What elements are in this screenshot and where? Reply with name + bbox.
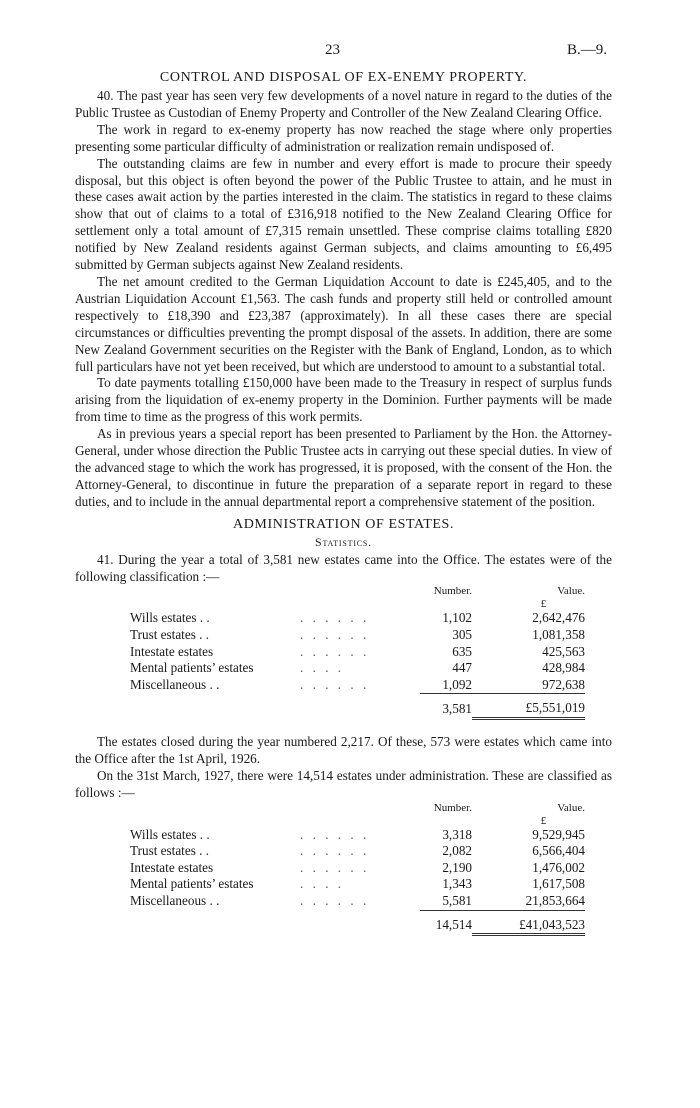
total-number: 14,514 (420, 910, 472, 935)
table-row: Intestate estates . . . . . . 2,190 1,476,002 (130, 859, 585, 875)
table-row: Mental patients’ estates . . . . 1,343 1,617,508 (130, 876, 585, 892)
section-title-ex-enemy-property: CONTROL AND DISPOSAL OF EX-ENEMY PROPERTY. (159, 70, 528, 85)
table-row: Intestate estates . . . . . . 635 425,563 (130, 643, 585, 659)
column-header-number: Number. (433, 801, 472, 814)
currency-symbol: £ (540, 598, 547, 611)
table-row: Miscellaneous . . . . . . . . 5,581 21,853,664 (130, 893, 585, 909)
section-title-administration: ADMINISTRATION OF ESTATES. (233, 516, 454, 532)
table-row: Wills estates . . . . . . . . 3,318 9,529,945 (130, 826, 585, 842)
page-header (75, 42, 612, 64)
paragraph: The outstanding claims are few in number and every effort is made to procure their speedy disposal, but this object is often beyond the power of the Public Trustee to attain, and he must in these cases await action by the parties interested in the claim. The statistics in regard to these claims show that out of claims to a total of £316,918 notified to the New Zealand Clearing Office for settlement only a total amount of £7,315 remain unsettled. These comprise claims totalling £820 notified by New Zealand residents against German subjects, and claims amounting to £6,495 submitted by German subjects against New Zealand residents. (75, 155, 612, 273)
table-total-row (130, 910, 585, 935)
column-header-value: Value. (557, 801, 585, 814)
paragraph: On the 31st March, 1927, there were 14,514 estates under administration. These are classified as follows :— (75, 767, 612, 800)
page-number: 23 (325, 42, 340, 58)
table-row: Trust estates . . . . . . . . 2,082 6,566,404 (130, 843, 585, 859)
paragraph: To date payments totalling £150,000 have been made to the Treasury in respect of surplus funds arising from the liquidation of ex-enemy property in the Dominion. Further payments will be made from time to time as the progress of this work permits. (75, 375, 612, 425)
column-header-value: Value. (557, 585, 585, 598)
paragraph: The estates closed during the year numbered 2,217. Of these, 573 were estates which came into the Office after the 1st April, 1926. (75, 734, 612, 766)
total-value: £41,043,523 (472, 910, 585, 935)
paragraph: As in previous years a special report has been presented to Parliament by the Hon. the Attorney-General, under whose direction the Public Trustee acts in carrying out these special duties. In view of the advanced stage to which the work has progressed, it is proposed, with the consent of the Hon. the Attorney-General, to discontinue in future the preparation of a separate report in regard to these duties, and to include in the annual departmental report a comprehensive statement of the position. (75, 426, 612, 509)
paragraph: 41. During the year a total of 3,581 new estates came into the Office. The estates were of the following classification :— (75, 551, 612, 584)
document-reference: B.—9. (567, 42, 608, 58)
currency-symbol: £ (540, 814, 547, 827)
table-row: Mental patients’ estates . . . . 447 428,984 (130, 660, 585, 676)
new-estates-table (130, 585, 585, 720)
total-number: 3,581 (420, 694, 472, 719)
table-total-row (130, 694, 585, 719)
paragraph: The net amount credited to the German Liquidation Account to date is £245,405, and to the Austrian Liquidation Account £1,563. The cash funds and property still held or controlled amount respectively to £18,390 and £23,387 (approximately). In all these cases there are special circumstances or difficulties preventing the prompt disposal of the assets. In addition, there are some New Zealand Government securities on the Register with the Bank of England, London, as to which full particulars have not yet been received, but which are understood to amount to a substantial total. (75, 273, 612, 374)
section-subtitle-statistics: Statistics. (315, 534, 372, 549)
table-row: Wills estates . . . . . . . . 1,102 2,642,476 (130, 610, 585, 626)
table-row: Miscellaneous . . . . . . . . 1,092 972,638 (130, 676, 585, 693)
paragraph: 40. The past year has seen very few developments of a novel nature in regard to the duties of the Public Trustee as Custodian of Enemy Property and Controller of the New Zealand Clearing Office. (75, 88, 612, 120)
estates-under-administration-table (130, 802, 585, 937)
table-row: Trust estates . . . . . . . . 305 1,081,358 (130, 627, 585, 643)
column-header-number: Number. (433, 585, 472, 598)
total-value: £5,551,019 (472, 694, 585, 719)
paragraph: The work in regard to ex-enemy property has now reached the stage where only properties presenting some particular difficulty of administration or realization remain undisposed of. (75, 121, 612, 154)
document-page (75, 42, 612, 936)
